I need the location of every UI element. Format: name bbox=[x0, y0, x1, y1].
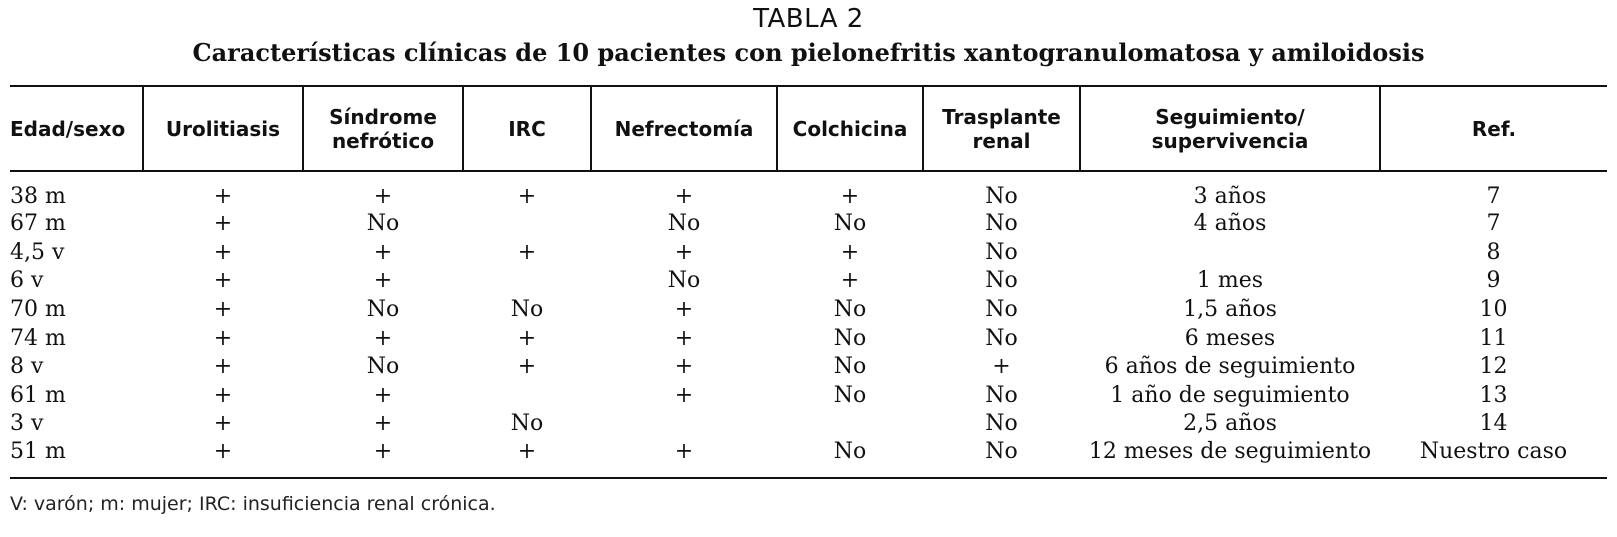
cell-seguimiento: 2,5 años bbox=[1183, 411, 1277, 437]
table-caption: TABLA 2 bbox=[753, 4, 864, 34]
table-title: Características clínicas de 10 pacientes con pielonefritis xantogranulomatosa y amiloidosis bbox=[192, 38, 1425, 67]
cell-urolitiasis: + bbox=[213, 184, 233, 209]
cell-colchicina: No bbox=[833, 382, 867, 408]
cell-seguimiento bbox=[1080, 239, 1380, 268]
cell-edad-sexo: 74 m bbox=[10, 325, 66, 351]
cell-colchicina: No bbox=[833, 438, 867, 464]
cell-irc bbox=[463, 267, 591, 296]
cell-edad-sexo: 8 v bbox=[10, 354, 44, 380]
cell-seguimiento: 3 años bbox=[1193, 184, 1267, 209]
cell-seguimiento: 6 meses bbox=[1184, 325, 1276, 351]
cell-ref: 7 bbox=[1486, 184, 1501, 209]
cell-irc bbox=[463, 210, 591, 239]
cell-urolitiasis: + bbox=[213, 268, 233, 294]
cell-ref: 8 bbox=[1486, 239, 1501, 265]
cell-nefrectomia: + bbox=[674, 239, 694, 265]
cell-sindrome-nefrotico: + bbox=[373, 184, 393, 209]
cell-nefrectomia: + bbox=[674, 325, 694, 351]
cell-urolitiasis: + bbox=[213, 211, 233, 237]
col-header-irc: IRC bbox=[463, 86, 591, 171]
cell-urolitiasis: + bbox=[213, 382, 233, 408]
cell-colchicina: + bbox=[840, 239, 860, 265]
col-header-colchicina: Colchicina bbox=[777, 86, 923, 171]
table-row bbox=[10, 296, 1607, 325]
cell-trasplante-renal: No bbox=[985, 239, 1018, 265]
cell-edad-sexo: 70 m bbox=[10, 297, 66, 323]
table-row bbox=[10, 210, 1607, 239]
cell-edad-sexo: 51 m bbox=[10, 438, 66, 464]
cell-colchicina: + bbox=[840, 268, 860, 294]
cell-trasplante-renal: + bbox=[992, 354, 1011, 380]
header-row bbox=[10, 86, 1607, 171]
cell-ref: 9 bbox=[1486, 268, 1501, 294]
table-row bbox=[10, 439, 1607, 478]
cell-seguimiento: 6 años de seguimiento bbox=[1104, 354, 1356, 380]
cell-irc: + bbox=[517, 354, 537, 380]
cell-colchicina: No bbox=[833, 325, 867, 351]
cell-nefrectomia: + bbox=[674, 354, 694, 380]
cell-seguimiento: 12 meses de seguimiento bbox=[1088, 438, 1372, 464]
table-row bbox=[10, 267, 1607, 296]
cell-irc: + bbox=[517, 325, 537, 351]
cell-sindrome-nefrotico: No bbox=[366, 297, 400, 323]
cell-trasplante-renal: No bbox=[985, 382, 1018, 408]
col-header-ref: Ref. bbox=[1380, 86, 1607, 171]
cell-ref: 11 bbox=[1479, 325, 1508, 351]
cell-seguimiento: 1 mes bbox=[1196, 268, 1264, 294]
cell-trasplante-renal: No bbox=[985, 438, 1018, 464]
table-row bbox=[10, 324, 1607, 353]
cell-urolitiasis: + bbox=[213, 325, 233, 351]
cell-nefrectomia bbox=[591, 410, 777, 439]
cell-irc bbox=[463, 382, 591, 411]
cell-sindrome-nefrotico: + bbox=[373, 239, 393, 265]
cell-irc: No bbox=[510, 411, 544, 437]
cell-ref: 10 bbox=[1479, 297, 1508, 323]
cell-edad-sexo: 3 v bbox=[10, 411, 44, 437]
cell-trasplante-renal: No bbox=[985, 211, 1018, 237]
cell-trasplante-renal: No bbox=[985, 184, 1018, 209]
cell-trasplante-renal: No bbox=[985, 411, 1018, 437]
col-header-urolitiasis: Urolitiasis bbox=[143, 86, 303, 171]
cell-edad-sexo: 61 m bbox=[10, 382, 66, 408]
cell-sindrome-nefrotico: + bbox=[373, 325, 393, 351]
cell-edad-sexo: 67 m bbox=[10, 211, 66, 237]
table-footnote: V: varón; m: mujer; IRC: insuficiencia renal crónica. bbox=[10, 493, 496, 515]
cell-irc: + bbox=[517, 438, 537, 464]
cell-colchicina: + bbox=[840, 184, 860, 209]
cell-ref: 7 bbox=[1486, 211, 1501, 237]
cell-colchicina bbox=[777, 410, 923, 439]
cell-sindrome-nefrotico: + bbox=[373, 268, 393, 294]
cell-colchicina: No bbox=[833, 354, 867, 380]
col-header-edad-sexo: Edad/sexo bbox=[10, 116, 126, 141]
cell-urolitiasis: + bbox=[213, 297, 233, 323]
col-header-nefrectomia: Nefrectomía bbox=[591, 86, 777, 171]
cell-sindrome-nefrotico: + bbox=[373, 382, 393, 408]
clinical-table bbox=[10, 85, 1607, 479]
cell-nefrectomia: No bbox=[667, 211, 701, 237]
cell-sindrome-nefrotico: + bbox=[373, 411, 393, 437]
cell-seguimiento: 4 años bbox=[1193, 211, 1267, 237]
cell-trasplante-renal: No bbox=[985, 325, 1018, 351]
cell-ref: 14 bbox=[1479, 411, 1508, 437]
cell-irc: No bbox=[510, 297, 544, 323]
cell-urolitiasis: + bbox=[213, 411, 233, 437]
cell-nefrectomia: + bbox=[674, 438, 694, 464]
cell-colchicina: No bbox=[833, 297, 867, 323]
cell-nefrectomia: No bbox=[667, 268, 701, 294]
cell-sindrome-nefrotico: No bbox=[366, 211, 400, 237]
col-header-seguimiento: Seguimiento/ supervivencia bbox=[1080, 86, 1380, 171]
cell-ref: 12 bbox=[1479, 354, 1508, 380]
cell-nefrectomia: + bbox=[674, 297, 694, 323]
table-row bbox=[10, 171, 1607, 210]
table-row bbox=[10, 382, 1607, 411]
cell-urolitiasis: + bbox=[213, 438, 233, 464]
cell-urolitiasis: + bbox=[213, 239, 233, 265]
cell-nefrectomia: + bbox=[674, 184, 694, 209]
table-row bbox=[10, 410, 1607, 439]
cell-irc: + bbox=[517, 184, 537, 209]
cell-trasplante-renal: No bbox=[985, 297, 1018, 323]
cell-urolitiasis: + bbox=[213, 354, 233, 380]
cell-edad-sexo: 38 m bbox=[10, 184, 66, 209]
cell-irc: + bbox=[517, 239, 537, 265]
cell-trasplante-renal: No bbox=[985, 268, 1018, 294]
cell-edad-sexo: 6 v bbox=[10, 268, 44, 294]
cell-edad-sexo: 4,5 v bbox=[10, 239, 65, 265]
cell-sindrome-nefrotico: + bbox=[373, 438, 393, 464]
col-header-sindrome-nefrotico: Síndrome nefrótico bbox=[303, 86, 463, 171]
cell-ref: 13 bbox=[1479, 382, 1508, 408]
cell-sindrome-nefrotico: No bbox=[366, 354, 400, 380]
cell-ref: Nuestro caso bbox=[1419, 438, 1568, 464]
cell-colchicina: No bbox=[833, 211, 867, 237]
table-row bbox=[10, 353, 1607, 382]
cell-seguimiento: 1 año de seguimiento bbox=[1110, 382, 1350, 408]
table-row bbox=[10, 239, 1607, 268]
col-header-trasplante-renal: Trasplante renal bbox=[923, 86, 1080, 171]
cell-seguimiento: 1,5 años bbox=[1183, 297, 1277, 323]
cell-nefrectomia: + bbox=[674, 382, 694, 408]
